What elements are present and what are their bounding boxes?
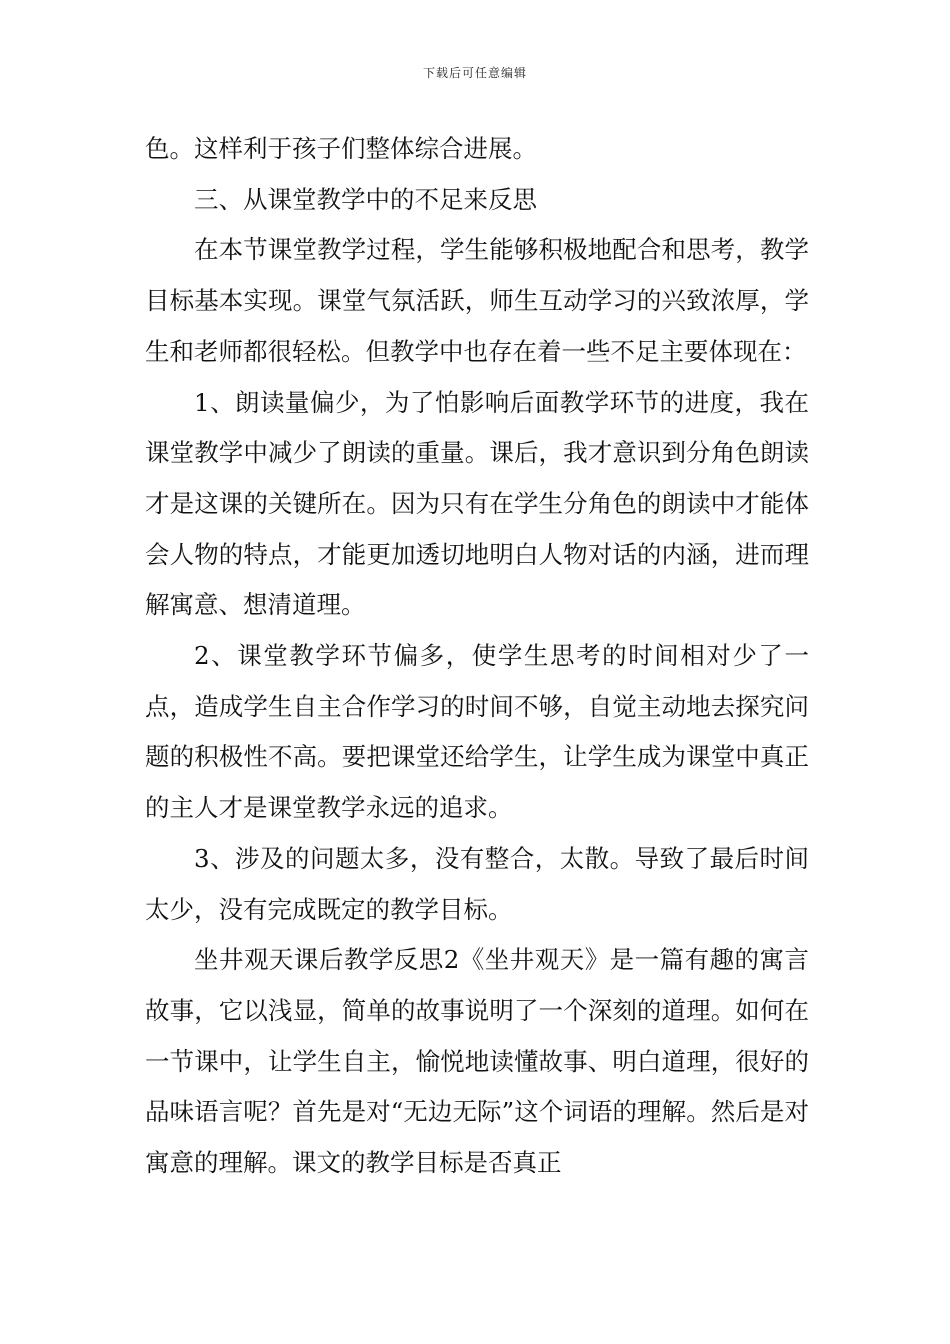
section-heading: 三、从课堂教学中的不足来反思 <box>194 184 537 214</box>
paragraph-point-1: 1、朗读量偏少，为了怕影响后面教学环节的进度，我在课堂教学中减少了朗读的重量。课后，我才意识到分角色朗读才是这课的关键所在。因为只有在学生分角色的朗读中才能体会人物的特点，才能更加透切地明白人物对话的内涵，进而理解寓意、想清道理。 <box>145 387 809 620</box>
paragraph-point-2: 2、课堂教学环节偏多，使学生思考的时间相对少了一点，造成学生自主合作学习的时间不够，自觉主动地去探究问题的积极性不高。要把课堂还给学生，让学生成为课堂中真正的主人才是课堂教学永远的追求。 <box>145 641 809 823</box>
paragraph-continuation: 色。这样利于孩子们整体综合进展。 <box>145 134 537 163</box>
document-body <box>145 124 809 1189</box>
page-header: 下载后可任意编辑 <box>422 66 527 80</box>
paragraph-reflection-2: 坐井观天课后教学反思2《坐井观天》是一篇有趣的寓言故事，它以浅显，简单的故事说明了一个深刻的道理。如何在一节课中，让学生自主，愉悦地读懂故事、明白道理，很好的品味语言呢？首先是对“无边无际”这个词语的理解。然后是对寓意的理解。课文的教学目标是否真正 <box>145 945 809 1178</box>
paragraph-overview: 在本节课堂教学过程，学生能够积极地配合和思考，教学目标基本实现。课堂气氛活跃，师生互动学习的兴致浓厚，学生和老师都很轻松。但教学中也存在着一些不足主要体现在： <box>145 235 809 366</box>
paragraph-point-3: 3、涉及的问题太多，没有整合，太散。导致了最后时间太少，没有完成既定的教学目标。 <box>145 843 809 924</box>
